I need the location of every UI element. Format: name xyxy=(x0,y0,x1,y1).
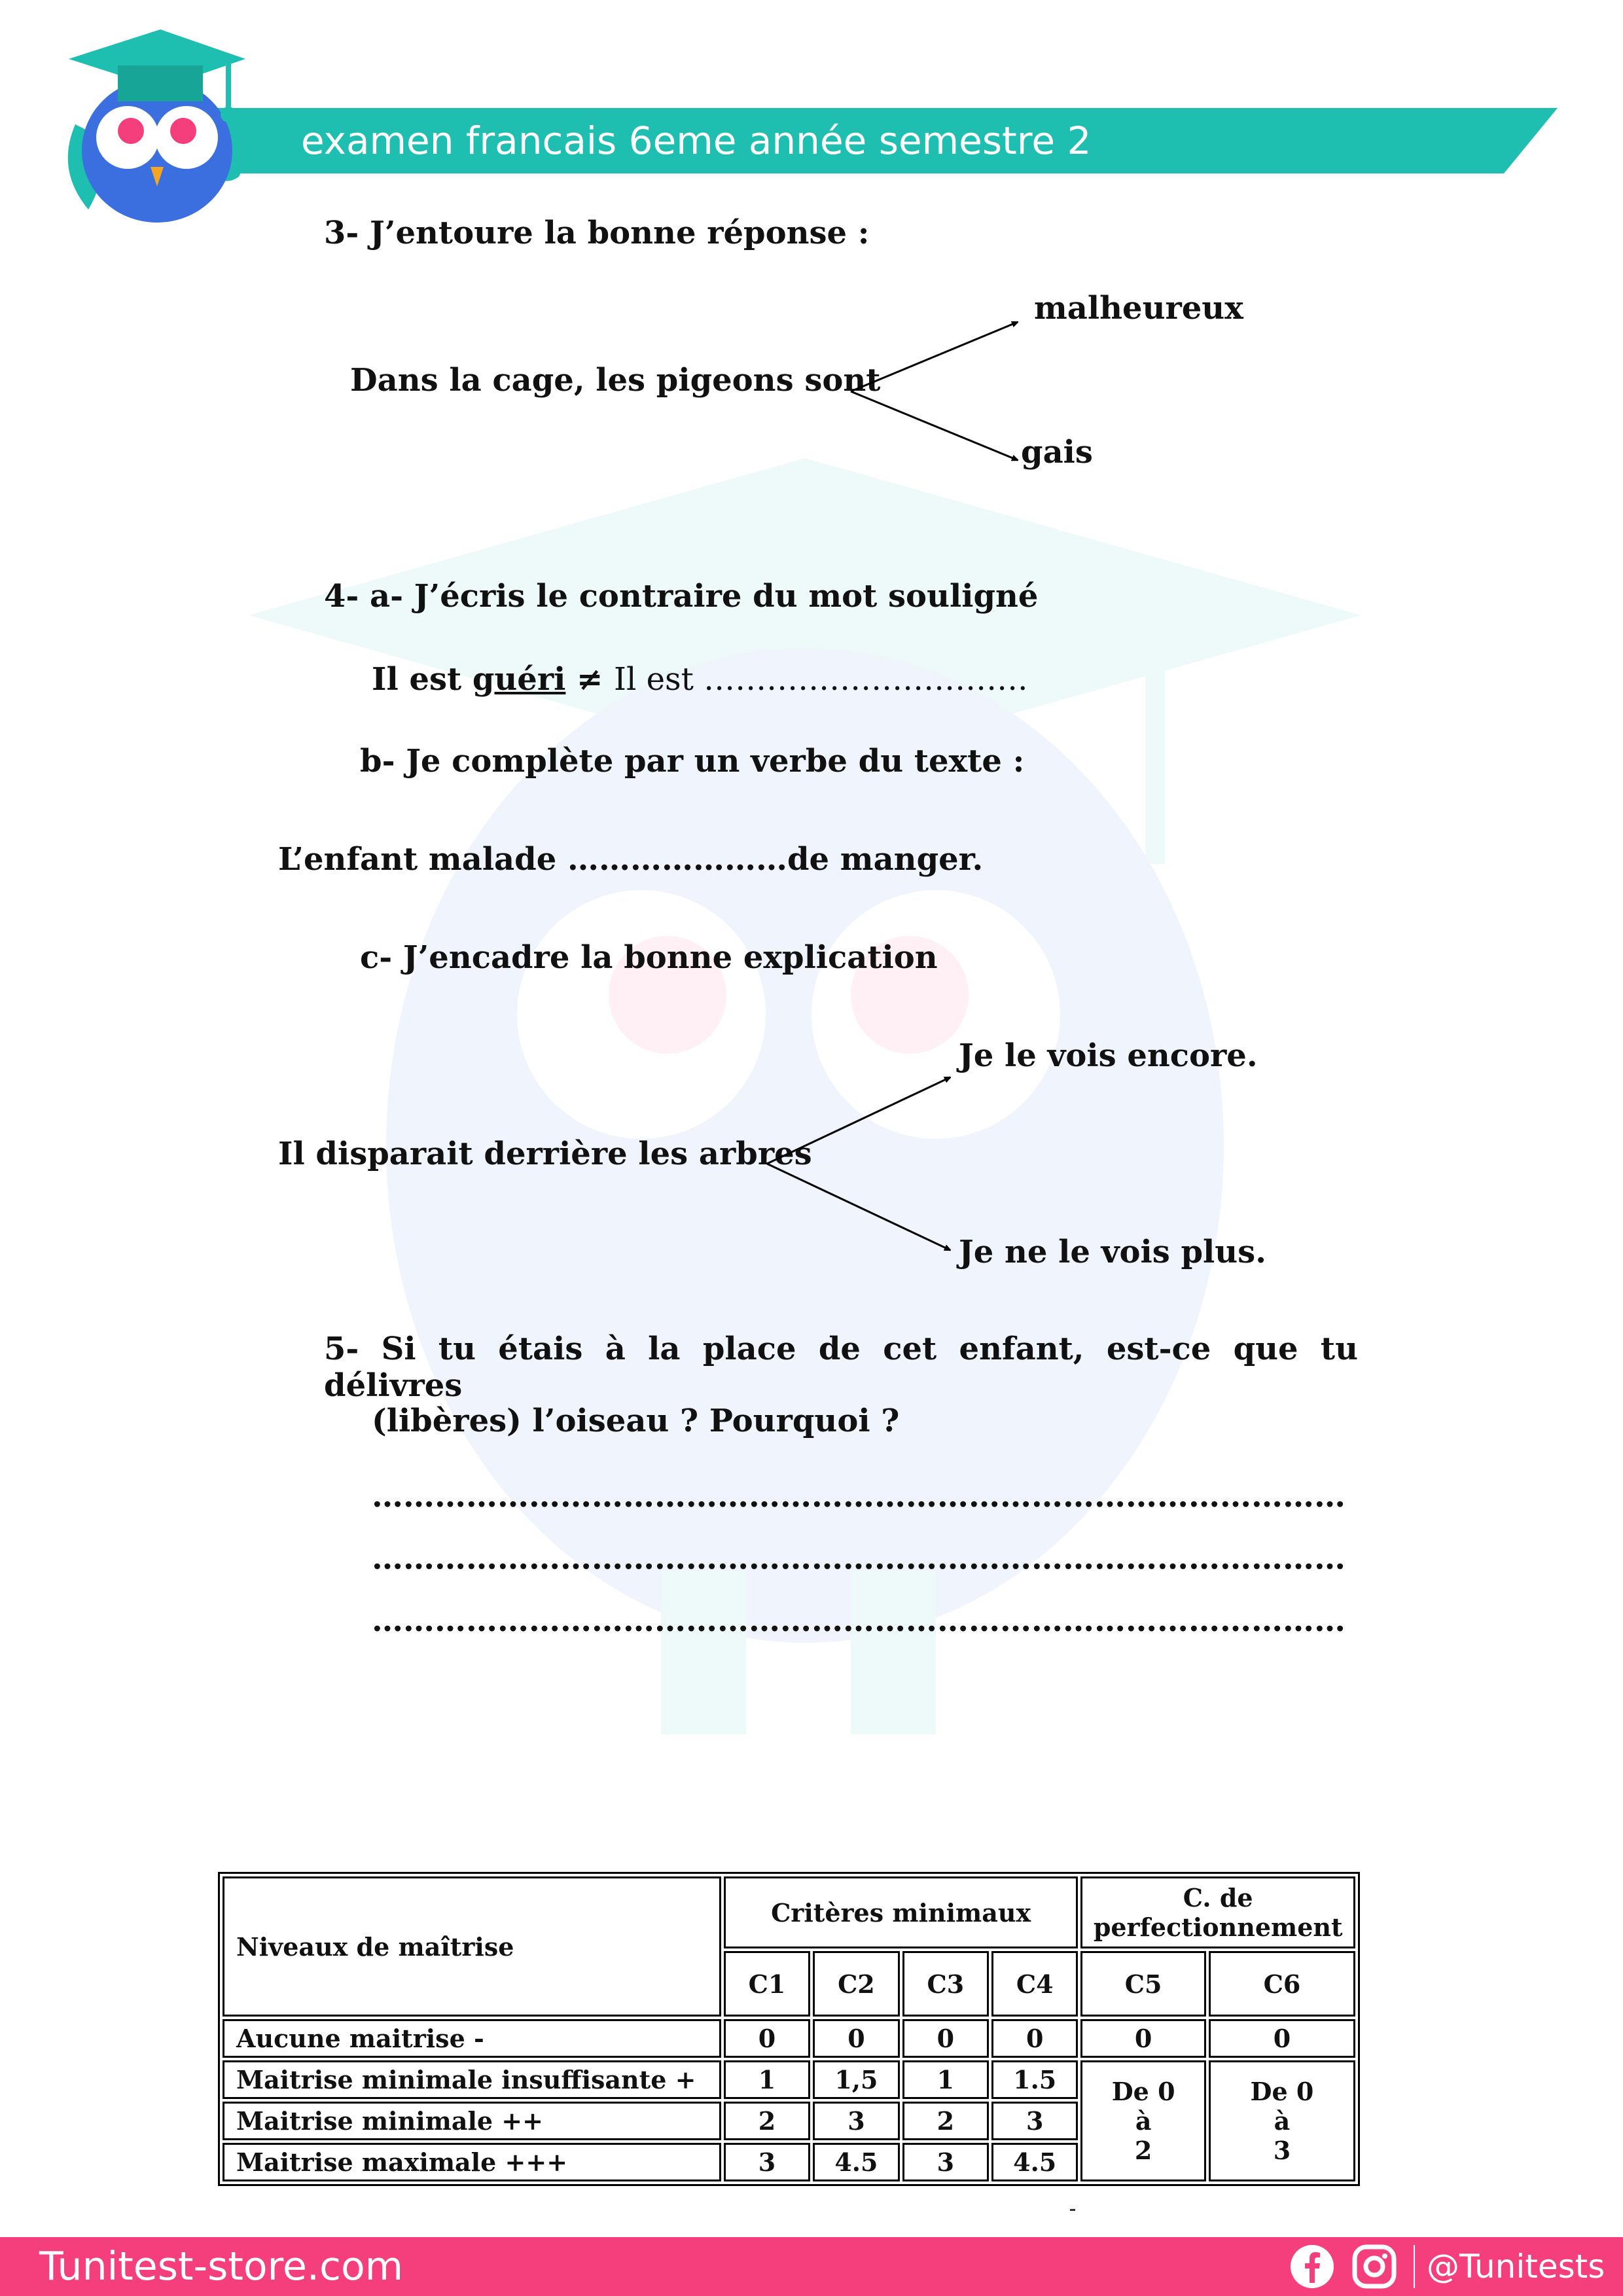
q3-option-b: gais xyxy=(1021,434,1093,471)
table-cell: 3 xyxy=(813,2102,899,2140)
table-row xyxy=(223,2060,1355,2099)
q3-arrow-a xyxy=(851,322,1018,391)
c6-range-to-word: à xyxy=(1274,2106,1291,2136)
page-title: examen francais 6eme année semestre 2 xyxy=(301,118,1092,163)
q4c-arrow-a xyxy=(767,1077,950,1164)
facebook-icon[interactable] xyxy=(1289,2244,1335,2289)
footer-divider xyxy=(1414,2245,1415,2288)
row-label: Maitrise maximale +++ xyxy=(223,2143,721,2181)
table-cell: 4.5 xyxy=(813,2143,899,2181)
col-header: C1 xyxy=(724,1951,810,2017)
table-cell: 1,5 xyxy=(813,2060,899,2099)
row-label: Maitrise minimale insuffisante + xyxy=(223,2060,721,2099)
q4c-stem: Il disparait derrière les arbres xyxy=(278,1136,812,1172)
c5-range-from: De 0 xyxy=(1111,2077,1175,2106)
table-cell: 4.5 xyxy=(991,2143,1078,2181)
table-cell: 1 xyxy=(902,2060,989,2099)
header-perfection-criteria: C. de perfectionnement xyxy=(1080,1876,1355,1948)
q4a-title: 4- a- J’écris le contraire du mot souligné xyxy=(324,578,1039,615)
table-cell: 0 xyxy=(1209,2019,1355,2058)
q4b-title: b- Je complète par un verbe du texte : xyxy=(360,743,1025,780)
table-cell: 2 xyxy=(902,2102,989,2140)
col-header: C3 xyxy=(902,1951,989,2017)
col-header: C6 xyxy=(1209,1951,1355,2017)
table-cell: 0 xyxy=(724,2019,810,2058)
q3-option-a: malheureux xyxy=(1034,290,1243,327)
c5-range-cell xyxy=(1080,2060,1205,2181)
footer-site-link[interactable]: Tunitest-store.com xyxy=(39,2244,404,2289)
q4c-title: c- J’encadre la bonne explication xyxy=(360,939,938,976)
q3-arrow-b xyxy=(851,391,1018,460)
table-cell: 3 xyxy=(991,2102,1078,2140)
col-header: C4 xyxy=(991,1951,1078,2017)
row-label: Maitrise minimale ++ xyxy=(223,2102,721,2140)
q4a-rest: Il est …………………………. xyxy=(614,661,1028,698)
table-cell: 3 xyxy=(724,2143,810,2181)
row-label: Aucune maitrise - xyxy=(223,2019,721,2058)
header-levels: Niveaux de maîtrise xyxy=(223,1876,721,2017)
col-header: C2 xyxy=(813,1951,899,2017)
q4a-prefix: Il est xyxy=(372,661,473,698)
q5-line2: (libères) l’oiseau ? Pourquoi ? xyxy=(372,1403,900,1439)
q4c-option-b: Je ne le vois plus. xyxy=(959,1234,1266,1270)
table-row xyxy=(223,2019,1355,2058)
table-cell: 0 xyxy=(902,2019,989,2058)
instagram-icon[interactable] xyxy=(1351,2244,1397,2289)
table-cell: 3 xyxy=(902,2143,989,2181)
q5-answer-line[interactable]: ………………………………………………………………………………… xyxy=(372,1602,1346,1639)
table-cell: 1 xyxy=(724,2060,810,2099)
q4a-sign: ≠ xyxy=(565,661,615,698)
q3-stem: Dans la cage, les pigeons sont xyxy=(350,362,881,399)
header-min-criteria: Critères minimaux xyxy=(724,1876,1079,1948)
q3-title: 3- J’entoure la bonne réponse : xyxy=(324,215,870,251)
stray-mark xyxy=(1070,2209,1075,2211)
c6-range-cell xyxy=(1209,2060,1355,2181)
c5-range-to: 2 xyxy=(1134,2136,1152,2165)
table-cell: 0 xyxy=(991,2019,1078,2058)
footer-handle[interactable]: @Tunitests xyxy=(1427,2248,1605,2286)
q4b-sentence: L’enfant malade …………………de manger. xyxy=(278,841,984,878)
col-header: C5 xyxy=(1080,1951,1205,2017)
q4c-arrow-b xyxy=(767,1164,950,1250)
q5-answer-line[interactable]: ………………………………………………………………………………… xyxy=(372,1478,1346,1515)
table-cell: 1.5 xyxy=(991,2060,1078,2099)
q4a-underlined-word: guéri xyxy=(472,661,566,698)
table-cell: 2 xyxy=(724,2102,810,2140)
c5-range-to-word: à xyxy=(1135,2106,1152,2136)
c6-range-to: 3 xyxy=(1273,2136,1291,2165)
q4c-option-a: Je le vois encore. xyxy=(959,1037,1258,1074)
q5-line1: 5- Si tu étais à la place de cet enfant, est-ce que tu délivres xyxy=(324,1331,1358,1404)
c6-range-from: De 0 xyxy=(1250,2077,1314,2106)
table-cell: 0 xyxy=(813,2019,899,2058)
table-cell: 0 xyxy=(1080,2019,1205,2058)
q5-answer-line[interactable]: ………………………………………………………………………………… xyxy=(372,1540,1346,1577)
grading-table xyxy=(218,1872,1360,2186)
